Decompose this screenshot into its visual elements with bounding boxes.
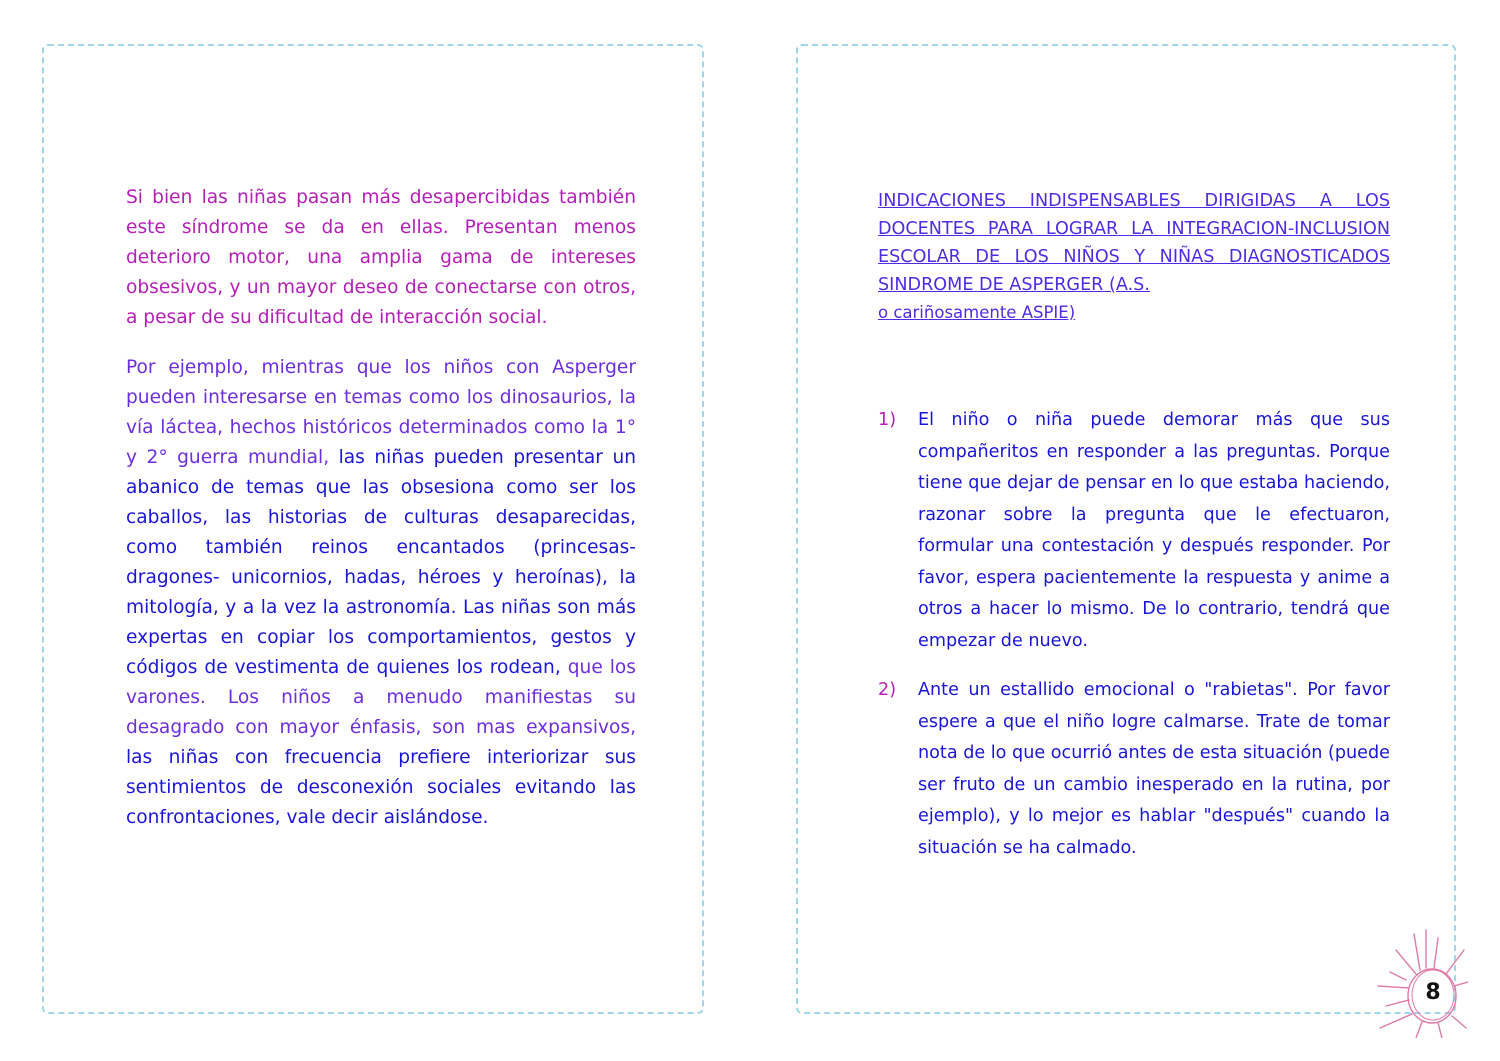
section-heading-main: INDICACIONES INDISPENSABLES DIRIGIDAS A LOS DOCENTES PARA LOGRAR LA INTEGRACION-INCLUSION ESCOLAR DE LOS NIÑOS Y NIÑAS DIAGNOSTICADOS SINDROME DE ASPERGER (A.S.: [878, 191, 1390, 295]
list-item: [878, 675, 1390, 864]
paragraph-interests-part2: las niñas pueden presentar un abanico de temas que las obsesiona como ser los caballos, las historias de culturas desaparecidas, como también reinos encantados (princesas-dragones- unicornios, hadas, héroes y heroínas), la mitología, y a la vez la astronomía. Las niñas son más expertas en copiar los comportamientos, gestos y códigos de vestimenta de quienes los rodean,: [126, 447, 637, 678]
right-text-column: [878, 187, 1390, 882]
right-page: [796, 44, 1456, 1014]
paragraph-interests-part4: las niñas con frecuencia prefiere interiorizar sus sentimientos de desconexión sociales evitando las confrontaciones, vale decir aislándose.: [126, 747, 636, 828]
left-text-column: [126, 183, 636, 853]
section-heading-tail: o cariñosamente ASPIE): [878, 303, 1076, 322]
paragraph-interests-part1: Por ejemplo, mientras que los niños con Asperger pueden interesarse en temas como los dinosaurios, la vía láctea, hechos históricos determinados como la 1° y 2° guerra mundial,: [126, 357, 636, 468]
left-page: [42, 44, 704, 1014]
indications-list: [878, 405, 1390, 864]
section-heading: [878, 187, 1390, 327]
list-item-number: 1): [878, 410, 897, 430]
list-item-number: 2): [878, 680, 897, 700]
page-number: 8: [1425, 980, 1441, 1005]
paragraph-interests-part3: que los varones. Los niños a menudo manifiestas su desagrado con mayor énfasis, son mas expansivos,: [126, 657, 636, 738]
paragraph-interests: [126, 353, 636, 833]
list-item-text: Ante un estallido emocional o "rabietas". Por favor espere a que el niño logre calmarse. Trate de tomar nota de lo que ocurrió antes de esta situación (puede ser fruto de un cambio inesperado en la rutina, por ejemplo), y lo mejor es hablar "después" cuando la situación se ha calmado.: [918, 680, 1390, 858]
paragraph-girls-intro: Si bien las niñas pasan más desapercibidas también este síndrome se da en ellas. Presentan menos deterioro motor, una amplia gama de intereses obsesivos, y un mayor deseo de conectarse con otros, a pesar de su dificultad de interacción social.: [126, 187, 636, 328]
list-item: [878, 405, 1390, 657]
list-item-text: El niño o niña puede demorar más que sus compañeritos en responder a las preguntas. Porque tiene que dejar de pensar en lo que estaba haciendo, razonar sobre la pregunta que le efectuaron, formular una contestación y después responder. Por favor, espera pacientemente la respuesta y anime a otros a hacer lo mismo. De lo contrario, tendrá que empezar de nuevo.: [918, 410, 1390, 651]
